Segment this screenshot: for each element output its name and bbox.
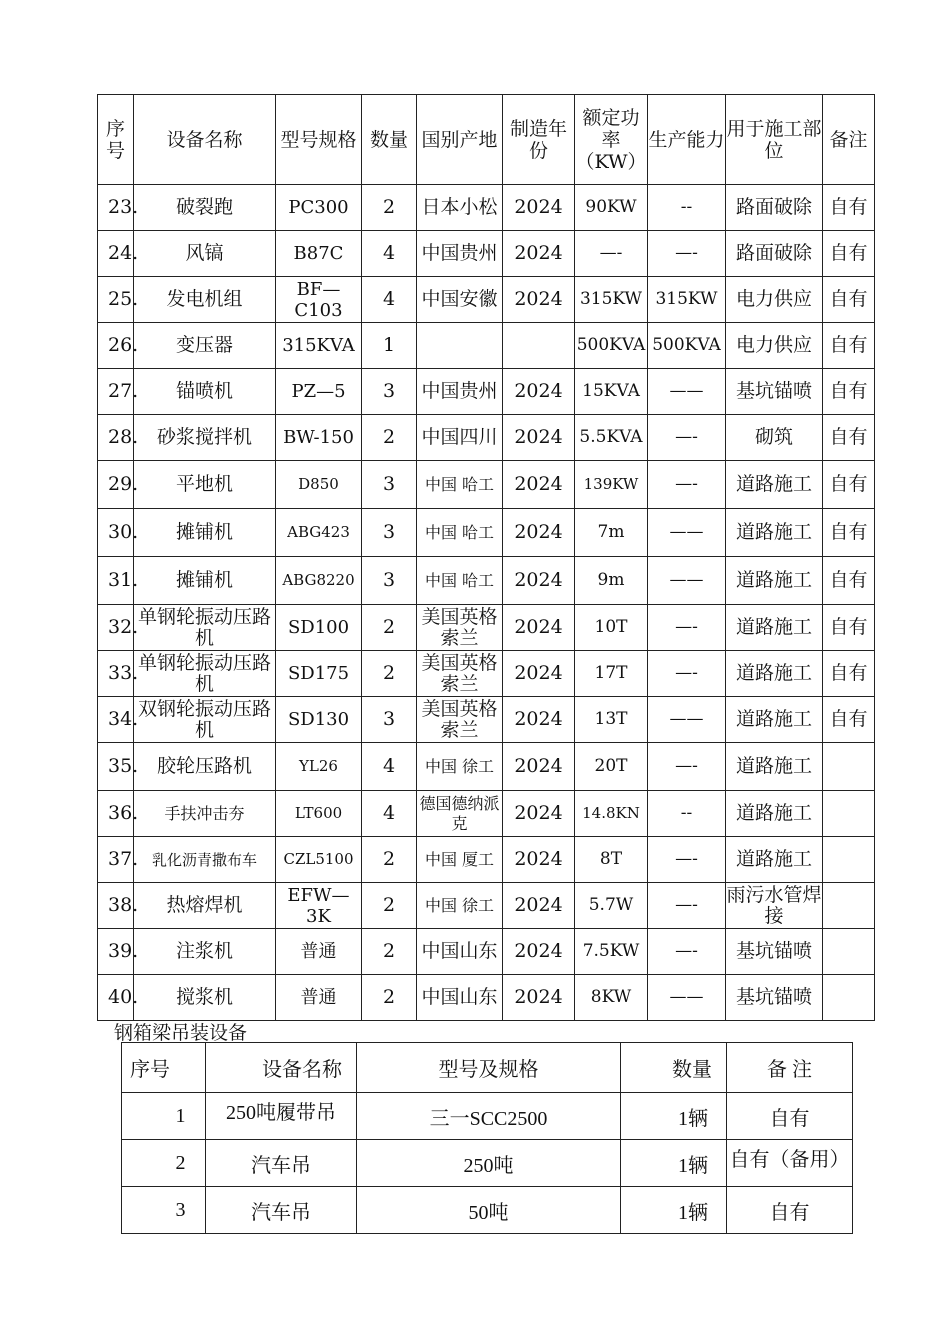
table-row [98, 277, 875, 323]
cell-year: 2024 [503, 975, 575, 1021]
cell-remark-text: 自有（备用） [729, 1149, 850, 1171]
cell-qty: 2 [362, 837, 417, 883]
cell-remark [823, 883, 875, 929]
cell-name: 锚喷机 [134, 369, 276, 415]
header-usage: 用于施工部位 [726, 95, 823, 185]
cell-remark [823, 929, 875, 975]
cell-capacity: —- [648, 743, 726, 791]
cell-qty: 4 [362, 231, 417, 277]
cell-remark: 自有 [727, 1093, 853, 1140]
cell-capacity: —— [648, 697, 726, 743]
cell-power: 90KW [575, 185, 648, 231]
cell-usage: 道路施工 [726, 697, 823, 743]
header-origin: 国别产地 [417, 95, 503, 185]
cell-model: SD175 [276, 651, 362, 697]
cell-qty: 3 [362, 557, 417, 605]
cell-power: 14.8KN [575, 791, 648, 837]
cell-capacity: —- [648, 883, 726, 929]
cell-origin: 中国 哈工 [417, 461, 503, 509]
cell-idx: 27. [98, 369, 134, 415]
cell-origin: 日本小松 [417, 185, 503, 231]
cell-remark [823, 837, 875, 883]
cell-remark [823, 975, 875, 1021]
table-header-row [122, 1043, 853, 1093]
cell-model: B87C [276, 231, 362, 277]
cell-year: 2024 [503, 697, 575, 743]
cell-remark: 自有 [823, 697, 875, 743]
cell-power: 500KVA [575, 323, 648, 369]
cell-idx: 32. [98, 605, 134, 651]
cell-origin: 中国贵州 [417, 369, 503, 415]
cell-model: 50吨 [357, 1187, 621, 1234]
cell-name: 平地机 [134, 461, 276, 509]
header-model: 型号规格 [276, 95, 362, 185]
cell-idx: 35. [98, 743, 134, 791]
cell-remark: 自有 [823, 323, 875, 369]
table-row [98, 461, 875, 509]
cell-remark: 自有 [823, 185, 875, 231]
table-row [98, 605, 875, 651]
cell-idx: 31. [98, 557, 134, 605]
header-idx: 序号 [122, 1043, 206, 1093]
cell-origin: 德国德纳派克 [417, 791, 503, 837]
table-row [98, 415, 875, 461]
cell-power: 7m [575, 509, 648, 557]
cell-capacity: —- [648, 651, 726, 697]
cell-origin: 中国山东 [417, 929, 503, 975]
cell-remark [823, 743, 875, 791]
cell-model: EFW—3K [276, 883, 362, 929]
cell-idx: 36. [98, 791, 134, 837]
cell-remark: 自有 [823, 277, 875, 323]
cell-usage: 道路施工 [726, 461, 823, 509]
header-remark: 备注 [823, 95, 875, 185]
cell-capacity: —- [648, 415, 726, 461]
cell-qty: 4 [362, 743, 417, 791]
section-caption: 钢箱梁吊装设备 [114, 1022, 248, 1044]
cell-usage: 电力供应 [726, 323, 823, 369]
table-row [98, 369, 875, 415]
cell-usage: 道路施工 [726, 557, 823, 605]
cell-qty: 3 [362, 509, 417, 557]
cell-qty: 2 [362, 185, 417, 231]
cell-model: 三一SCC2500 [357, 1093, 621, 1140]
cell-name: 摊铺机 [134, 557, 276, 605]
cell-name: 砂浆搅拌机 [134, 415, 276, 461]
cell-year: 2024 [503, 837, 575, 883]
table-row [122, 1187, 853, 1234]
cell-origin: 中国 哈工 [417, 509, 503, 557]
cell-usage: 雨污水管焊接 [726, 883, 822, 927]
table-row [98, 791, 875, 837]
table-row [122, 1140, 853, 1187]
cell-origin: 中国 徐工 [417, 743, 503, 791]
cell-name: 单钢轮振动压路机 [134, 651, 276, 697]
cell-remark: 自有 [823, 651, 875, 697]
cell-qty: 2 [362, 605, 417, 651]
cell-power: 8KW [575, 975, 648, 1021]
cell-remark: 自有 [823, 461, 875, 509]
cell-remark: 自有 [823, 605, 875, 651]
cell-year: 2024 [503, 651, 575, 697]
cell-model: 250吨 [357, 1140, 621, 1187]
cell-idx: 33. [98, 651, 134, 697]
cell-qty: 1辆 [621, 1140, 727, 1187]
cell-qty: 4 [362, 277, 417, 323]
cell-model: LT600 [276, 791, 362, 837]
cell-name: 搅浆机 [134, 975, 276, 1021]
table-row [98, 929, 875, 975]
header-name: 设备名称 [206, 1043, 357, 1093]
cell-name: 胶轮压路机 [134, 743, 276, 791]
cell-power: 13T [575, 697, 648, 743]
cell-capacity: —— [648, 509, 726, 557]
cell-year: 2024 [503, 461, 575, 509]
cell-usage: 基坑锚喷 [726, 975, 823, 1021]
cell-capacity: —— [648, 975, 726, 1021]
cell-power: 15KVA [575, 369, 648, 415]
cell-model: CZL5100 [276, 837, 362, 883]
cell-idx: 40. [98, 975, 134, 1021]
cell-qty: 3 [362, 461, 417, 509]
cell-usage: 基坑锚喷 [726, 929, 823, 975]
header-capacity: 生产能力 [648, 95, 726, 185]
cell-idx: 29. [98, 461, 134, 509]
cell-remark: 自有 [823, 415, 875, 461]
cell-qty: 1 [362, 323, 417, 369]
cell-idx: 1 [122, 1093, 206, 1140]
cell-origin: 中国贵州 [417, 231, 503, 277]
table-row [98, 837, 875, 883]
cell-model: D850 [276, 461, 362, 509]
cell-name: 乳化沥青撒布车 [134, 837, 276, 883]
header-power: 额定功率（KW） [575, 95, 648, 185]
table-row [98, 651, 875, 697]
cell-model: ABG8220 [276, 557, 362, 605]
cell-idx: 25. [98, 277, 134, 323]
cell-qty: 4 [362, 791, 417, 837]
cell-idx: 3 [122, 1187, 206, 1234]
cell-idx: 2 [122, 1140, 206, 1187]
cell-name: 手扶冲击夯 [134, 791, 276, 837]
cell-usage: 道路施工 [726, 743, 823, 791]
table-row [98, 509, 875, 557]
cell-remark: 自有 [823, 369, 875, 415]
cell-origin: 美国英格索兰 [417, 605, 503, 651]
cell-origin: 中国 厦工 [417, 837, 503, 883]
cell-usage: 路面破除 [726, 185, 823, 231]
cell-qty: 2 [362, 975, 417, 1021]
cell-power: —- [575, 231, 648, 277]
header-year: 制造年份 [503, 95, 575, 185]
header-qty: 数量 [621, 1043, 727, 1093]
header-model: 型号及规格 [357, 1043, 621, 1093]
cell-power: 9m [575, 557, 648, 605]
cell-year: 2024 [503, 231, 575, 277]
cell-power: 10T [575, 605, 648, 651]
cell-power: 5.7W [575, 883, 648, 929]
table-row [98, 323, 875, 369]
cell-model: YL26 [276, 743, 362, 791]
cell-qty: 1辆 [621, 1187, 727, 1234]
table-row [98, 557, 875, 605]
cell-year: 2024 [503, 743, 575, 791]
table-row [98, 231, 875, 277]
cell-usage: 道路施工 [726, 837, 823, 883]
cell-name: 破裂跑 [134, 185, 276, 231]
cell-name: 风镐 [134, 231, 276, 277]
cell-name-text: 250吨履带吊 [226, 1102, 336, 1124]
cell-origin: 中国四川 [417, 415, 503, 461]
cell-usage: 路面破除 [726, 231, 823, 277]
header-remark: 备 注 [727, 1043, 853, 1093]
table-row [122, 1093, 853, 1140]
cell-year [503, 323, 575, 369]
cell-year: 2024 [503, 883, 575, 929]
cell-origin: 中国 徐工 [417, 883, 503, 929]
header-name: 设备名称 [134, 95, 276, 185]
cell-remark: 自有 [823, 231, 875, 277]
cell-qty: 1辆 [621, 1093, 727, 1140]
cell-usage: 基坑锚喷 [726, 369, 823, 415]
cell-capacity: —- [648, 929, 726, 975]
cell-name: 变压器 [134, 323, 276, 369]
cell-model: BF—C103 [276, 277, 362, 323]
cell-model: PC300 [276, 185, 362, 231]
cell-qty: 3 [362, 697, 417, 743]
cell-year: 2024 [503, 415, 575, 461]
cell-origin [417, 323, 503, 369]
cell-remark: 自有 [823, 557, 875, 605]
cell-usage: 道路施工 [726, 509, 823, 557]
cell-model: BW-150 [276, 415, 362, 461]
cell-power: 8T [575, 837, 648, 883]
cell-qty: 2 [362, 929, 417, 975]
cell-capacity: -- [648, 185, 726, 231]
cell-model: 315KVA [276, 323, 362, 369]
cell-model: PZ—5 [276, 369, 362, 415]
cell-name: 单钢轮振动压路机 [134, 605, 276, 651]
cell-qty: 2 [362, 883, 417, 929]
cell-model: SD100 [276, 605, 362, 651]
cell-idx: 34. [98, 697, 134, 743]
cell-model: SD130 [276, 697, 362, 743]
cell-year: 2024 [503, 605, 575, 651]
cell-usage: 砌筑 [726, 415, 823, 461]
cell-year: 2024 [503, 509, 575, 557]
cell-origin: 美国英格索兰 [417, 651, 503, 697]
cell-power: 139KW [575, 461, 648, 509]
table-header-row [98, 95, 875, 185]
cell-power: 315KW [575, 277, 648, 323]
header-idx: 序号 [98, 95, 134, 185]
cell-remark [727, 1140, 853, 1187]
cell-usage: 电力供应 [726, 277, 823, 323]
header-qty: 数量 [362, 95, 417, 185]
cell-model: 普通 [276, 975, 362, 1021]
cell-name [206, 1093, 357, 1140]
cell-name: 热熔焊机 [134, 883, 276, 929]
cell-power: 17T [575, 651, 648, 697]
cell-capacity: —- [648, 461, 726, 509]
cell-qty: 2 [362, 651, 417, 697]
cell-capacity: —— [648, 557, 726, 605]
cell-usage: 道路施工 [726, 791, 823, 837]
cell-model: 普通 [276, 929, 362, 975]
cell-capacity: —- [648, 837, 726, 883]
cell-power: 5.5KVA [575, 415, 648, 461]
cell-capacity: —- [648, 605, 726, 651]
cell-remark [823, 791, 875, 837]
cell-capacity: —— [648, 369, 726, 415]
cell-capacity: -- [648, 791, 726, 837]
table-row [98, 883, 875, 929]
table-row [98, 697, 875, 743]
cell-year: 2024 [503, 929, 575, 975]
cell-origin: 美国英格索兰 [417, 697, 503, 743]
cell-name: 汽车吊 [206, 1140, 357, 1187]
cell-year: 2024 [503, 277, 575, 323]
cell-name: 双钢轮振动压路机 [134, 697, 276, 743]
cell-year: 2024 [503, 185, 575, 231]
cell-idx: 38. [98, 883, 134, 929]
cell-model: ABG423 [276, 509, 362, 557]
cell-capacity: 315KW [648, 277, 726, 323]
cell-origin: 中国 哈工 [417, 557, 503, 605]
cell-year: 2024 [503, 369, 575, 415]
cell-name: 注浆机 [134, 929, 276, 975]
cell-idx: 30. [98, 509, 134, 557]
table-row [98, 185, 875, 231]
cell-usage: 道路施工 [726, 605, 823, 651]
equipment-table [97, 94, 875, 1021]
cell-name: 摊铺机 [134, 509, 276, 557]
cell-idx: 23. [98, 185, 134, 231]
cell-idx: 28. [98, 415, 134, 461]
cell-qty: 2 [362, 415, 417, 461]
cell-idx: 24. [98, 231, 134, 277]
cell-usage: 道路施工 [726, 651, 823, 697]
cell-power: 7.5KW [575, 929, 648, 975]
cell-remark: 自有 [727, 1187, 853, 1234]
lifting-equipment-table [121, 1042, 853, 1234]
cell-idx: 37. [98, 837, 134, 883]
cell-power: 20T [575, 743, 648, 791]
cell-qty: 3 [362, 369, 417, 415]
cell-year: 2024 [503, 557, 575, 605]
cell-capacity: 500KVA [648, 323, 726, 369]
cell-name: 汽车吊 [206, 1187, 357, 1234]
cell-idx: 26. [98, 323, 134, 369]
cell-name: 发电机组 [134, 277, 276, 323]
cell-idx: 39. [98, 929, 134, 975]
cell-origin: 中国安徽 [417, 277, 503, 323]
table-row [98, 975, 875, 1021]
cell-origin: 中国山东 [417, 975, 503, 1021]
cell-remark: 自有 [823, 509, 875, 557]
cell-capacity: —- [648, 231, 726, 277]
cell-year: 2024 [503, 791, 575, 837]
table-row [98, 743, 875, 791]
